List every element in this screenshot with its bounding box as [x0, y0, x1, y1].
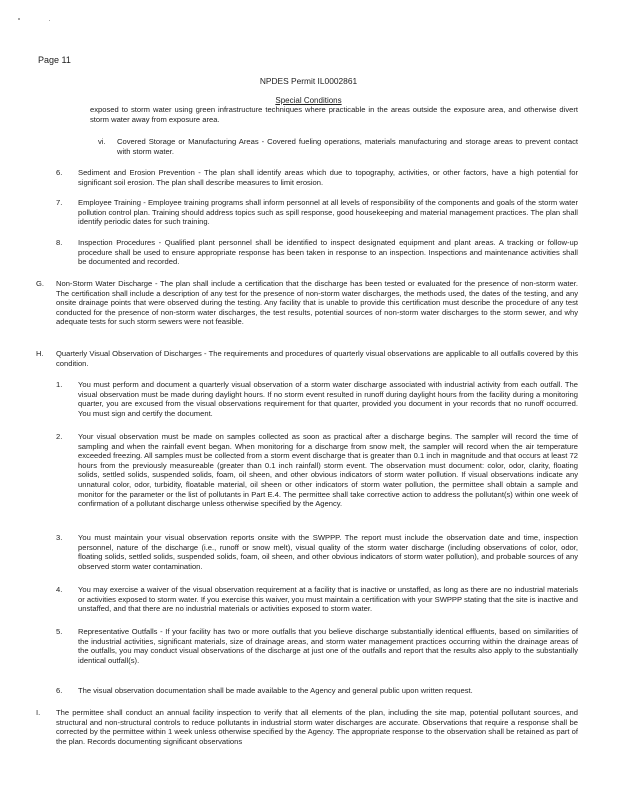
section-marker: G.	[36, 279, 45, 288]
section-title: Special Conditions	[275, 96, 342, 105]
list-marker: 7.	[56, 198, 63, 207]
section-h-text: Quarterly Visual Observation of Discharges - The requirements and procedures of quarterly visual observations are applicable to all outfalls covered by this condition.	[56, 349, 578, 368]
list-item-text: Inspection Procedures - Qualified plant personnel shall be identified to inspect designated equipment and plant areas. A tracking or follow-up procedure shall be used to ensure appropriate response has been taken in response to an inspection. Inspections and maintenance activities shall be documented and recorded.	[78, 238, 578, 267]
permit-number: NPDES Permit IL0002861	[259, 76, 358, 86]
list-item-text: You must perform and document a quarterly visual observation of a storm water discharge associated with industrial activity from each outfall. The visual observation must be made during daylight hours. If no storm event resulted in runoff during daylight hours from the facility during a monitoring quarter, you are excused from the visual observations requirement for that quarter, provided you document in your records that no runoff occurred. You must sign and certify the document.	[78, 380, 578, 418]
page-number: Page 11	[38, 55, 71, 65]
list-marker: vi.	[98, 137, 106, 146]
list-item-text: The visual observation documentation shall be made available to the Agency and general public upon written request.	[78, 686, 473, 695]
scan-speck	[49, 20, 50, 21]
list-item-text: Representative Outfalls - If your facility has two or more outfalls that you believe discharge substantially identical effluents, based on similarities of the industrial activities, significant materials, size of drainage areas, and storm water management practices occurring within the drainage areas of the outfalls, you may conduct visual observations of the discharge at just one of the outfalls and report that the results also apply to the substantially identical outfall(s).	[78, 627, 578, 665]
section-i-text: The permittee shall conduct an annual facility inspection to verify that all elements of the plan, including the site map, potential pollutant sources, and structural and non-structural controls to reduce pollutants in industrial storm water discharges are accurate. Observations that require a response shall be corrected by the permittee within 1 week unless otherwise specified by the Agency. The appropriate response to the observation shall be retained as part of the plan. Records documenting significant observations	[56, 708, 578, 746]
section-marker: I.	[36, 708, 41, 717]
section-marker: H.	[36, 349, 44, 358]
list-item-text: Covered Storage or Manufacturing Areas - Covered fueling operations, materials manufacturing and storage areas to prevent contact with storm water.	[117, 137, 578, 156]
section-g-text: Non-Storm Water Discharge - The plan shall include a certification that the discharge has been tested or evaluated for the presence of non-storm water. The certification shall include a description of any test for the presence of non-storm water discharges, the methods used, the dates of the testing, and any onsite drainage points that were observed during the testing. Any facility that is unable to provide this certification must describe the procedure of any test conducted for the presence of non-storm water discharges, the test results, potential sources of non-storm water discharges to the storm sewer, and why adequate tests for such storm sewers were not feasible.	[56, 279, 578, 327]
scan-speck	[18, 18, 20, 20]
list-marker: 8.	[56, 238, 63, 247]
list-marker: 3.	[56, 533, 63, 542]
list-item-text: You must maintain your visual observation reports onsite with the SWPPP. The report must include the observation date and time, inspection personnel, nature of the discharge (i.e., runoff or snow melt), visual quality of the storm water discharge (including observations of color, odor, floating solids, settled solids, suspended solids, foam, oil sheen, and other obvious indicators of storm water pollution), and probable sources of any observed storm water contamination.	[78, 533, 578, 571]
continuation-paragraph: exposed to storm water using green infrastructure techniques where practicable in the areas outside the exposure area, and otherwise divert storm water away from exposure area.	[90, 105, 578, 124]
list-item-text: Your visual observation must be made on samples collected as soon as practical after a discharge begins. The sampler will record the time of sampling and when the rainfall event began. When monitoring for a discharge from snow melt, the sampler will record when the air temperature exceeded freezing. All samples must be collected from a storm event discharge that is greater than 0.1 inch in magnitude and that occurs at least 72 hours from the previously measureable (greater than 0.1 inch rainfall) storm event. The observation must document: color, odor, clarity, floating solids, settled solids, suspended solids, foam, oil sheen, and other obvious indicators of storm water pollution. If visual observations indicate any unnatural color, odor, turbidity, floatable material, oil sheen or other indicators of storm water pollution, the permittee shall obtain a sample and monitor for the parameter or the list of pollutants in Part E.4. The permittee shall take corrective action to address the pollutant(s) within one week of confirmation of a pollutant discharge unless otherwise specified by the Agency.	[78, 432, 578, 509]
list-marker: 5.	[56, 627, 63, 636]
list-item-text: Employee Training - Employee training programs shall inform personnel at all levels of responsibility of the components and goals of the storm water pollution control plan. Training should address topics such as spill response, good housekeeping and material management practices. The plan shall identify periodic dates for such training.	[78, 198, 578, 227]
list-marker: 2.	[56, 432, 63, 441]
list-marker: 6.	[56, 686, 63, 695]
list-marker: 4.	[56, 585, 63, 594]
list-item-text: Sediment and Erosion Prevention - The plan shall identify areas which due to topography, activities, or other factors, have a high potential for significant soil erosion. The plan shall describe measures to limit erosion.	[78, 168, 578, 187]
list-marker: 1.	[56, 380, 63, 389]
list-marker: 6.	[56, 168, 63, 177]
list-item-text: You may exercise a waiver of the visual observation requirement at a facility that is inactive or unstaffed, as long as there are no industrial materials or activities exposed to storm water. If you exercise this waiver, you must maintain a certification with your SWPPP stating that the site is inactive and unstaffed, and that there are no industrial materials or activities exposed to storm water.	[78, 585, 579, 614]
